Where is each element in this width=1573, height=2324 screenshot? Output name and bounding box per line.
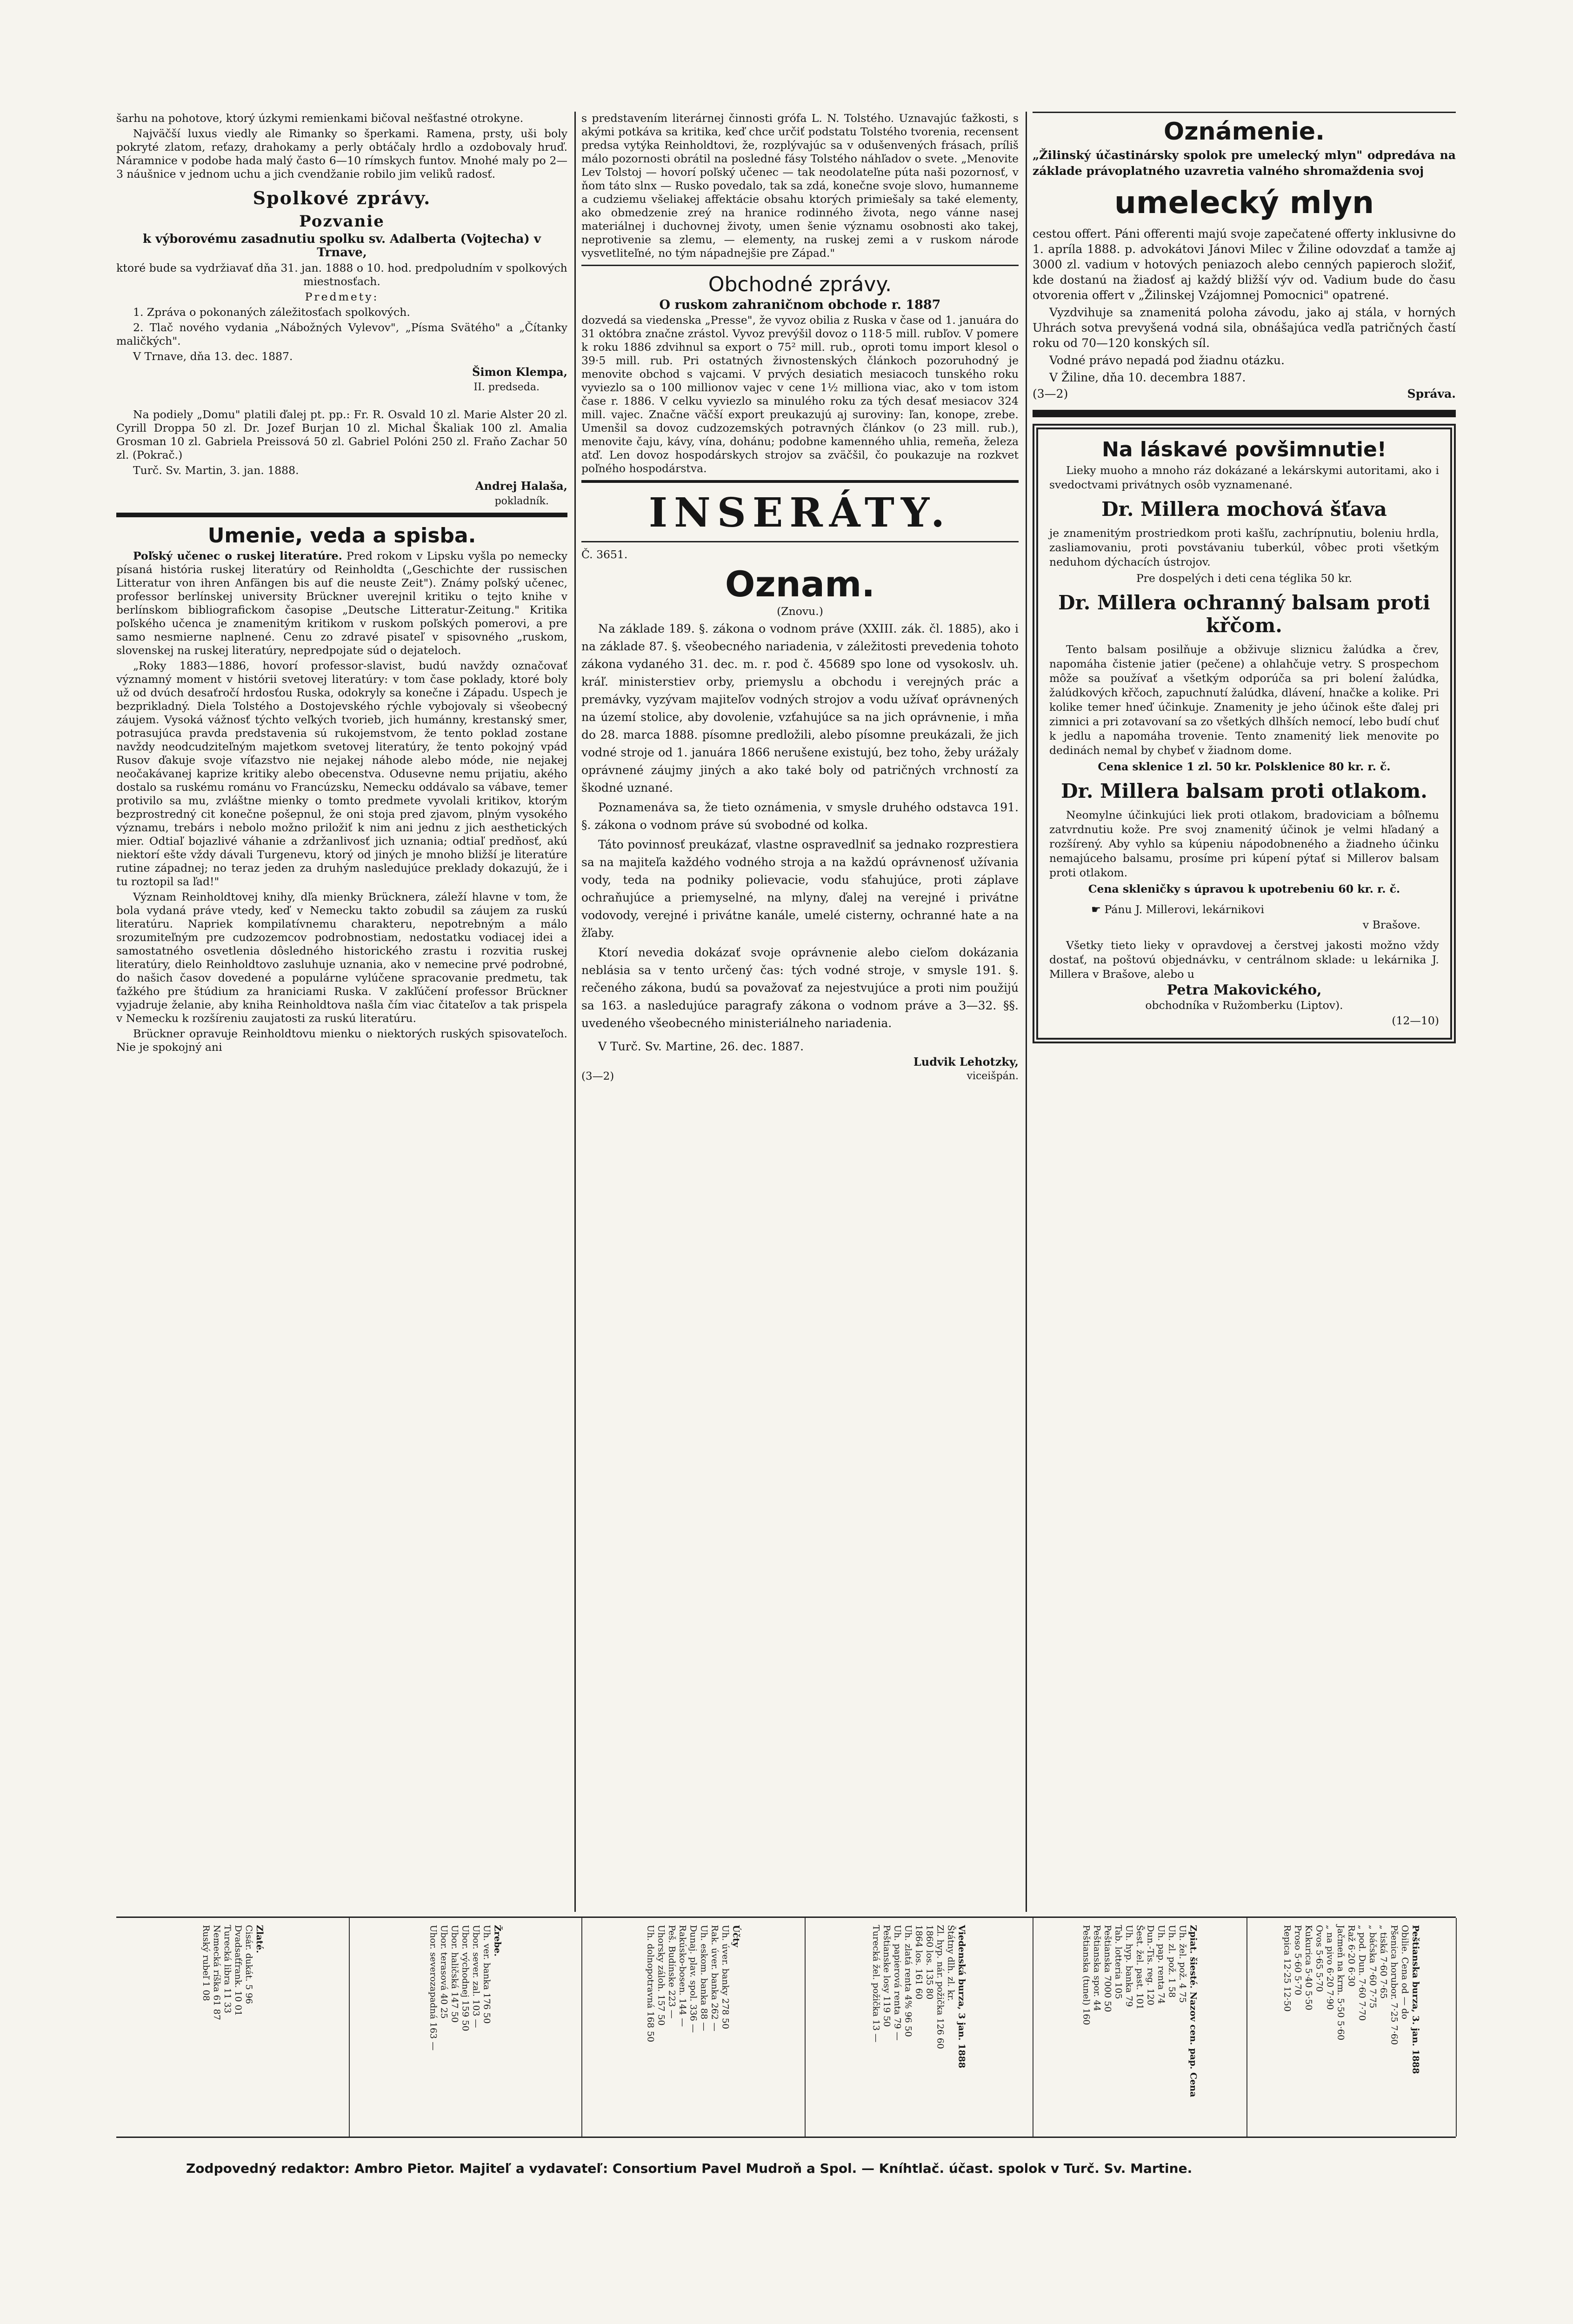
table-block bbox=[1033, 1918, 1247, 2137]
table-row: Uh. pap. renta 74 bbox=[1156, 1925, 1166, 2004]
table-row: Uh. žel. pož. 4 75 bbox=[1177, 1925, 1188, 2003]
ad-code: (3—2) bbox=[1033, 387, 1068, 401]
table-row: „ báčska 7·60 7·75 bbox=[1367, 1925, 1378, 2009]
product-title: Dr. Millera balsam proti otlakom. bbox=[1061, 780, 1427, 802]
section-divider bbox=[1033, 112, 1456, 113]
table-title: Viedenská burza, 3 jan. 1888 bbox=[956, 1925, 967, 2069]
ad-paragraph: cestou offert. Páni offerenti majú svoje zapečatené offerty inklusivne do 1. apríla 1888. p. advokátovi Jánovi Milec v Žiline odovzdať a tamže aj 3000 zl. vadium v hotových peniazoch alebo cenných papieroch složiť, kde dostanú na žiadosť aj každý bližší výv od. Vadium bude do času otvorenia offert v „Žilinskej Vzájomnej Pomocnici" opatrené. bbox=[1033, 227, 1456, 302]
table-row: 1860 los. 135 80 bbox=[924, 1925, 935, 2000]
table-row: Štátny dlh. zl. kr. bbox=[946, 1925, 956, 2001]
table-content bbox=[871, 1925, 967, 2130]
medicine-ad-box bbox=[1033, 424, 1456, 1043]
table-row: Peštianska (tunel) 160 bbox=[1081, 1925, 1092, 2025]
product-price: Cena skleničky s úpravou k upotrebeniu 60 kr. r. č. bbox=[1088, 882, 1400, 895]
notice-item: 2. Tlač nového vydania „Nábožných Vylevov", „Písma Svätého" a „Čítanky maličkých". bbox=[116, 321, 567, 347]
article-text: Pred rokom v Lipsku vyšla po nemecky písaná história ruskej literatúry od Reinholdta („Geschichte der russischen Litteratur von ihren Anfängen bis auf die neuste Zeit"). Známy poľský učenec, professor berlínskej university Brückner uverejnil kritiku o tejto knihe v berlínskom bibliografickom časopise „Deutsche Litteratur-Zeitung." Kritika poľského učenca je znamenitým kritikom v ruskom poľských pomerovi, a pre samo nesmierne naplnené. Cenu zo zdravé pisateľ v spisovného „ruskom, slovenskej na ruskej literatúry, nepredpojate súd o dejateloch. bbox=[116, 549, 567, 657]
notice-date: V Turč. Sv. Martine, 26. dec. 1887. bbox=[598, 1040, 804, 1053]
address-line bbox=[1049, 903, 1439, 916]
table-content bbox=[1282, 1925, 1421, 2130]
product-text: je znamenitým prostriedkom proti kašľu, zachrípnutiu, boleniu hrdla, zasliamovaniu, proti povstávaniu tuberkúl, vôbec proti všetkým neduhom dýchacích ústrojov. bbox=[1049, 527, 1439, 568]
section-title: Obchodné zprávy. bbox=[708, 273, 892, 296]
dealer-place: obchodníka v Ružomberku (Liptov). bbox=[1145, 999, 1343, 1012]
market-tables bbox=[116, 1917, 1456, 2138]
column-middle bbox=[581, 112, 1019, 1082]
table-row: Obilie. Cena od — do bbox=[1400, 1925, 1410, 2019]
column-left bbox=[116, 112, 567, 1056]
product-text: Tento balsam posilňuje a obživuje sliznicu žalúdka a črev, napomáha čistenie jatier (pečene) a ohlahčuje vetry. S prospechom môže sa používať a všetkým odporúča sa pri bolení žalúdka, žalúdkových křčoch, zapuchnutí žalúdka, dlávení, hnačke a kolike. Pri kolike temer hneď účinkuje. Znamenity je jeho účinok ešte ďalej pri zimnici a pri zotavovaní sa zo všetkých dlhších nemocí, lebo budí chuť k jedlu a napomáha trovenie. Tento znamenitý liek menovite po dedinách nemal by chybeť v žiadnom dome. bbox=[1049, 643, 1439, 757]
table-row: Uh. úver. banky 278 50 bbox=[720, 1925, 731, 2030]
ads-header: INSERÁTY. bbox=[648, 489, 952, 536]
article-paragraph: s predstavením literárnej činnosti grófa L. N. Tolstého. Uznavajúc ťažkosti, s akými potkáva sa kritika, keď chce určiť podstatu Tolstého tvorenia, recensent predsa vytýka Reinholdtovi, že, rozplývajúc sa v odušenvených frásach, príliš málo pozornosti obrátil na posledné fásy Tolstého náhľadov o svete. „Menovite Lev Tolstoj — hovorí poľský učenec — tak neodolateľne púta naši pozornosť, v ňom táto slnx — Rusko povedalo, tak sa zdá, konečne svoje slovo, humanneme a cudziemu všeliakej affektácie obsahu ktorých primiešaly sa také elementy, ako obmedzenie zreý na hranice rodinného života, nego vánne nasej materiálnej i duchovnej životy, umen šenie významu osobnosti ako takej, neprotivenie sa zlemu, — elementy, na ruskej zemi a v ruskom národe vysvetliteľné, no tým nápadnejšie pre Západ." bbox=[581, 112, 1019, 260]
table-row: Ovos 5·65 5·70 bbox=[1314, 1925, 1325, 1992]
table-row: „ pod. Dun. 7·60 7·70 bbox=[1357, 1925, 1367, 2021]
pointing-hand-icon: ☛ bbox=[1091, 903, 1105, 916]
newspaper-page bbox=[116, 112, 1456, 2233]
product-text: Neomylne účinkujúci liek proti otlakom, bradoviciam a bôľnemu zatvrdnutiu kože. Pre svoj znamenitý účinok je velmi hľadaný a rozšírený. Aby vyhlo sa kúpeniu nápodobneného a žiadneho účinku nemajúceho balsamu, prosíme pri kúpení pýtať si Millerov balsam proti otlakom. bbox=[1049, 808, 1439, 879]
notice-text: ktoré bude sa vydržiavať dňa 31. jan. 1888 o 10. hod. predpoludním v spolkových miestnosťach. bbox=[116, 261, 567, 288]
notice-subtitle: (Znovu.) bbox=[777, 605, 823, 618]
table-title: Zlaté. bbox=[254, 1925, 265, 1953]
article-paragraph: Význam Reinholdtovej knihy, dľa mienky Brücknera, záleží hlavne v tom, že bola vydaná práve vtedy, keď v Nemecku takto zobudil sa záujem za ruskú literatúru. Napriek kompilatívnemu charakteru, nepotrebným a málo srozumiteľným pre cudzozemcov podrobnostiam, nedostatku vodiacej idei a samostatného osvetlenia dôsledného historického zrastu i rozvitia ruskej literatúry, dielo Reinholdtovo zasluhuje uznania, ako v nemecine prvé podrobné, do našich časov dovedené a populárne vylúčene spracovanie predmetu, tak ťažkého pre štúdium za hraniciami Ruska. V zakľúčení professor Brückner vyjadruje želanie, aby kniha Reinholdtova našla čím viac čitateľov a tak prispela v Nemecku k rozšíreniu zaujatosti za ruskú literatúru. bbox=[116, 890, 567, 1025]
notice-date: V Trnave, dňa 13. dec. 1887. bbox=[133, 350, 293, 363]
donations-date: Turč. Sv. Martin, 3. jan. 1888. bbox=[133, 464, 299, 477]
address-city: v Brašove. bbox=[1362, 918, 1420, 931]
signer-role: II. predseda. bbox=[473, 381, 540, 393]
article-paragraph: šarhu na pohotove, ktorý úzkymi remienkami bičoval nešťastné otrokyne. bbox=[116, 112, 524, 125]
dealer-name: Petra Makovického, bbox=[1166, 982, 1322, 998]
section-divider bbox=[1033, 410, 1456, 417]
table-row: Zl. hyp. nár. požička 126 60 bbox=[935, 1925, 946, 2049]
table-row: Repica 12·25 12·50 bbox=[1282, 1925, 1293, 2012]
table-row: „ na pivo 6·20 7·90 bbox=[1325, 1925, 1335, 2010]
section-title: Spolkové zprávy. bbox=[253, 187, 431, 208]
notice-paragraph: Poznamenáva sa, že tieto oznámenia, v smysle druhého odstavca 191. §. zákona o vodnom práve sú svobodné od kolka. bbox=[581, 801, 1019, 832]
donations-text: Na podiely „Domu" platili ďalej pt. pp.: Fr. R. Osvald 10 zl. Marie Alster 20 zl. Cyrill Droppa 50 zl. Dr. Jozef Burjan 10 zl. Michal Škaliak 100 zl. Amalia Grosman 10 zl. Gabriela Preissová 50 zl. Gabriel Polóni 250 zl. Fraňo Zachar 50 zl. (Pokrač.) bbox=[116, 408, 567, 461]
notice-paragraph: Ktorí nevedia dokázať svoje oprávnenie alebo cieľom dokázania neblásia sa v tento určený čas: tých vodné stroje, v smysle 191. §. rečeného zákona, budú sa považovať za nejestvujúce a proti nim použijú sa 163. a nasledujúce paragrafy zákona o vodnom práve a 3—32. §§. uvedeného všeobecného ministeriálneho nariadenia. bbox=[581, 946, 1019, 1030]
page-footer: Zodpovedný redaktor: Ambro Pietor. Majiteľ a vydavateľ: Consortium Pavel Mudroň a Spol. — Kníhtlač. účast. spolok v Turč. Sv. Martine. bbox=[186, 2161, 1193, 2176]
ad-paragraph: Vyzdvihuje sa znamenitá poloha závodu, jako aj stála, v horných Uhrách sotva prevyšená vodná sila, obnášajúca vedľa patričných častí roku od 70—120 konských síl. bbox=[1033, 306, 1456, 350]
table-row: Peš. Budínske 223 — bbox=[667, 1925, 677, 2019]
notice-paragraph: Na základe 189. §. zákona o vodnom práve (XXIII. zák. čl. 1885), ako i na základe 87. §. všeobecného nariadenia, v záležitosti prevedenia tohoto zákona vydaného 31. dec. m. r. pod č. 45689 spo lone od vysokoslv. uh. kráľ. ministerstiev orby, priemyslu a obchodu i verejných prác a premávky, vyzývam majiteľov vodných strojov a vodu užívať oprávnených na území stolice, aby dovolenie, vzťahujúce sa na jich oprávnenie, i mňa do 28. marca 1888. písomne predložili, alebo písomne preukázali, že jich vodné stroje od 1. januára 1866 nerušene existujú, bez toho, žeby urážaly oprávnené záujmy jiných a ako také boly od patričných vrchností za škodné uznané. bbox=[581, 622, 1019, 795]
table-row: Šest. žel. past. 101 bbox=[1134, 1925, 1145, 2010]
table-row: Uh. hyp. banka 79 bbox=[1124, 1925, 1134, 2007]
ad-code: (12—10) bbox=[1392, 1014, 1439, 1027]
table-row: Pšenica horubor. 7·25 7·60 bbox=[1389, 1925, 1400, 2045]
ad-title: Na láskavé povšimnutie! bbox=[1102, 438, 1386, 461]
table-block bbox=[581, 1918, 806, 2137]
table-row: Cisár. dukát. 5 96 bbox=[244, 1925, 254, 2004]
section-divider bbox=[581, 541, 1019, 542]
notice-number: Č. 3651. bbox=[581, 548, 628, 561]
table-row: Ubor. terasová 40 25 bbox=[439, 1925, 449, 2019]
table-row: „ tiská 7·60 7·65 bbox=[1378, 1925, 1389, 1999]
treasurer-name: Andrej Halaša, bbox=[475, 479, 567, 493]
table-title: Žrebe. bbox=[492, 1925, 503, 1957]
ad-text: „Žilinský účastinársky spolok pre umelecký mlyn" odpredáva na základe právoplatného uzavretia valného shromaždenia svoj bbox=[1033, 148, 1456, 178]
table-row: Uh. papierová renta 79 — bbox=[892, 1925, 903, 2041]
article-subhead: Poľský učenec o ruskej literatúre. bbox=[133, 549, 342, 562]
column-rule bbox=[574, 112, 576, 1912]
notice-subtitle: k výborovému zasadnutiu spolku sv. Adalberta (Vojtecha) v Trnave, bbox=[143, 232, 541, 260]
ad-paragraph: Všetky tieto lieky v opravdovej a čerstvej jakosti možno vždy dostať, na poštovú objednávku, v centrálnom sklade: u lekárnika J. Millera v Brašove, alebo u bbox=[1049, 939, 1439, 981]
ad-paragraph: V Žiline, dňa 10. decembra 1887. bbox=[1049, 371, 1246, 384]
table-row: Jačmeň na krm. 5·50 5·60 bbox=[1335, 1925, 1346, 2041]
table-block bbox=[349, 1918, 582, 2137]
article-paragraph bbox=[116, 549, 567, 657]
article-paragraph: Najväčší luxus viedly ale Rimanky so šperkami. Ramena, prsty, uši boly pokryté zlatom, reťazy, drahokamy a perly obtáčaly hrdlo a ozdobovaly hruď. Náramnice v podobe hada malý často 6—10 rímskych funtov. Mnohé maly po 2—3 náušnice v jednom uchu a jich cvendžanie robilo jim veliků radosť. bbox=[116, 127, 567, 180]
table-row: Turecká libra 11 33 bbox=[222, 1925, 233, 2013]
table-row: Ubor. sever. zal. 103 — bbox=[471, 1925, 481, 2028]
section-title: Umenie, veda a spisba. bbox=[207, 524, 476, 548]
table-row: Uh. zlatá renta 4% 96 50 bbox=[903, 1925, 913, 2037]
table-row: Dun.-Tis. reg. 120 bbox=[1145, 1925, 1156, 2005]
table-row: Uhorsky záloh. 157 50 bbox=[656, 1925, 667, 2026]
product-title: Dr. Millera mochová šťava bbox=[1101, 498, 1387, 521]
article-paragraph: „Roky 1883—1886, hovorí professor-slavist, budú navždy označovať významný moment v histórii svetovej literatúry: v tom čase poklady, ktoré boly už od dvúch desaťročí hrdosťou Ruska, odokryly sa konečne i Západu. Uspech je bezprikladný. Diela Tolstého a Dostojevského rýchle vybojovaly si všeobecný záujem. Vysoká vážnosť týchto veľkých tvorieb, jich humánny, krestanský smer, potrasujúca pravda predstavenia sú rukojemstvom, že tento poklad zostane navždy neodcudziteľným majetkom svetovej literatúry, že tento pokojný vpád Rusov ďakuje svoje víťazstvo nie nejakej náhode alebo móde, nie nejakej neočakávanej kaprize kritiky alebo obecenstva. Odusevne nemu prijatiu, akého dostalo sa ruskému románu vo Francúzsku, Nemecku oddávalo sa vábave, temer protivilo sa mu, zvláštne mienky o tomto predmete vyvolali kritikov, ktorým bezprostredný cit konečne pošepnul, že oni stoja pred zjavom, plným vysokého významu, trebárs i nebolo možno priložiť k nim ani jednu z jich aesthetických mier. Odtiaľ bojazlivé váhanie a zdržanlivosť jich uznania; odtiaľ predňosť, akú niektorí ešte vždy dávali Turgenevu, ktorý od jiných je mnoho bližší je literatúre rutine západnej; no teraz jeden za druhým nasledujúce preklady dokazujú, že i tu roztopil sa ľad!" bbox=[116, 659, 567, 888]
product-price: Cena sklenice 1 zl. 50 kr. Polsklenice 80 kr. r. č. bbox=[1098, 760, 1391, 773]
notice-footer bbox=[581, 1070, 1019, 1082]
column-right bbox=[1033, 112, 1456, 1043]
table-row: Turecká žel. požička 13 — bbox=[871, 1925, 881, 2043]
table-row: Dunaj. plav. spol. 336 — bbox=[688, 1925, 699, 2033]
product-price: Pre dospelých i deti cena téglika 50 kr. bbox=[1136, 572, 1353, 585]
table-title: Peštianska burza, 3. jan. 1888 bbox=[1410, 1925, 1421, 2074]
article-paragraph: Brückner opravuje Reinholdtovu mienku o niektorých ruských spisovateľoch. Nie je spokojný ani bbox=[116, 1027, 567, 1054]
table-row: Tab. lotteria 105 bbox=[1113, 1925, 1124, 1999]
product-title: Dr. Millera ochranný balsam proti křčom. bbox=[1058, 591, 1430, 637]
table-row: Peštianska 7000 50 bbox=[1102, 1925, 1113, 2012]
table-row: Uhor. severozapadná 163 — bbox=[428, 1925, 439, 2051]
table-content bbox=[1081, 1925, 1199, 2130]
table-title: Zpiat. šiesté. Nazov cen. pap. Cena bbox=[1188, 1925, 1199, 2097]
table-content bbox=[200, 1925, 265, 2130]
signer-role: viceišpán. bbox=[966, 1070, 1019, 1082]
table-row: Peštianska spor. 44 bbox=[1092, 1925, 1102, 2011]
table-row: Uh. ver. banka 176 50 bbox=[481, 1925, 492, 2024]
notice-label: Predmety: bbox=[305, 290, 379, 303]
column-rule bbox=[1026, 112, 1027, 1912]
table-row: Nemecká ríška 61 87 bbox=[212, 1925, 222, 2020]
table-row: Uh. dolnopotravná 168 50 bbox=[645, 1925, 656, 2043]
table-content bbox=[645, 1925, 741, 2130]
signer-name: Ludvik Lehotzky, bbox=[913, 1055, 1019, 1069]
ad-paragraph: Vodné právo nepadá pod žiadnu otázku. bbox=[1049, 354, 1285, 367]
ad-footer bbox=[1033, 387, 1456, 401]
ad-title: Oznámenie. bbox=[1164, 118, 1325, 146]
table-row: Uh. eskom. banka 88 — bbox=[699, 1925, 709, 2031]
table-row: Ubor. haličská 147 50 bbox=[449, 1925, 460, 2023]
table-row: Kukurica 5·40 5·50 bbox=[1303, 1925, 1314, 2010]
treasurer-role: pokladník. bbox=[494, 495, 549, 507]
table-row: Rakúsko-bosen. 144 — bbox=[677, 1925, 688, 2027]
notice-code: (3—2) bbox=[581, 1070, 614, 1082]
table-row: 1864 los. 161 60 bbox=[913, 1925, 924, 2000]
ad-headline: umelecký mlyn bbox=[1114, 185, 1374, 220]
table-title: Účty bbox=[731, 1925, 741, 1947]
table-row: Peštianske losy 119 50 bbox=[881, 1925, 892, 2027]
table-block bbox=[805, 1918, 1033, 2137]
ad-signer: Správa. bbox=[1407, 387, 1456, 401]
section-divider bbox=[581, 480, 1019, 483]
table-block bbox=[1246, 1918, 1457, 2137]
table-row: Ubor. východnej 159 50 bbox=[460, 1925, 471, 2031]
notice-item: 1. Zpráva o pokonaných záležitosťach spolkových. bbox=[133, 306, 410, 319]
notice-title: Pozvanie bbox=[299, 212, 385, 231]
table-content bbox=[428, 1925, 503, 2130]
table-row: Rak. úver. banka 262 — bbox=[709, 1925, 720, 2031]
section-divider bbox=[581, 265, 1019, 266]
table-row: Dvadsaťfrank. 10 01 bbox=[233, 1925, 243, 2016]
address-text: Pánu J. Millerovi, lekárnikovi bbox=[1104, 903, 1264, 916]
ad-paragraph: Lieky muoho a mnoho ráz dokázané a lekárskymi autoritami, ako i svedoctvami privátnych osôb vyznamenané. bbox=[1049, 464, 1439, 491]
table-block bbox=[116, 1918, 350, 2137]
notice-title: Oznam. bbox=[725, 563, 875, 605]
table-row: Ruský rubeľ 1 08 bbox=[201, 1925, 211, 2001]
table-row: Uh. zl. pož. 1 58 bbox=[1166, 1925, 1177, 1998]
notice-paragraph: Táto povinnosť preukázať, vlastne ospravedlniť sa jednako rozprestiera sa na majiteľa každého vodného stroja a na každú oprávnenosť užívania vody, teda na podniky polievacie, vodu sťahujúce, proti záplave ochraňujúce a priemyselné, na mlyny, ďalej na verejné i privátne vodovody, verejné i privátne kanále, umelé cisterny, ochranné hate a na žľaby. bbox=[581, 838, 1019, 940]
table-row: Raž 6·20 6·30 bbox=[1346, 1925, 1357, 1987]
table-row: Proso 5·60 5·70 bbox=[1293, 1925, 1303, 1996]
section-divider bbox=[116, 513, 567, 517]
article-paragraph: dozvedá sa viedenska „Presse", že vyvoz obilia z Ruska v čase od 1. januára do 31 októbra značne zrástol. Vyvoz prevýšil dovoz o 118·5 mill. rubľov. V pomere k roku 1886 zdvihnul sa export o 75² mill. rub., oproti tomu import klesol o 39·5 mill. rub. Pri ostatných živnostenských článkoch pozoruhodný je menovite obchod s vajcami. V prvých desiatich mesiacoch tunského roku vyviezlo sa o 100 millionov vajec v cene 1½ milliona viac, ako v tom istom čase r. 1886. V celku vyviezlo sa minulého roku za tých desať mesiacov 324 mill. vajec. Značne väčší export preukazujú aj suroviny: ľan, konope, zrebe. Umenšil sa dovoz cudzozemských potravných článkov (o 23 mill. rub.), menovite čaju, kávy, vína, dohánu; podobne kamenného uhlia, remeňa, železa atď. Len dovoz hospodárskych strojov sa zväčšil, čo poukazuje na rozkvet poľného hospodárstva. bbox=[581, 314, 1019, 475]
article-subhead: O ruskom zahraničnom obchode r. 1887 bbox=[659, 298, 941, 312]
signer-name: Šimon Klempa, bbox=[472, 365, 567, 379]
